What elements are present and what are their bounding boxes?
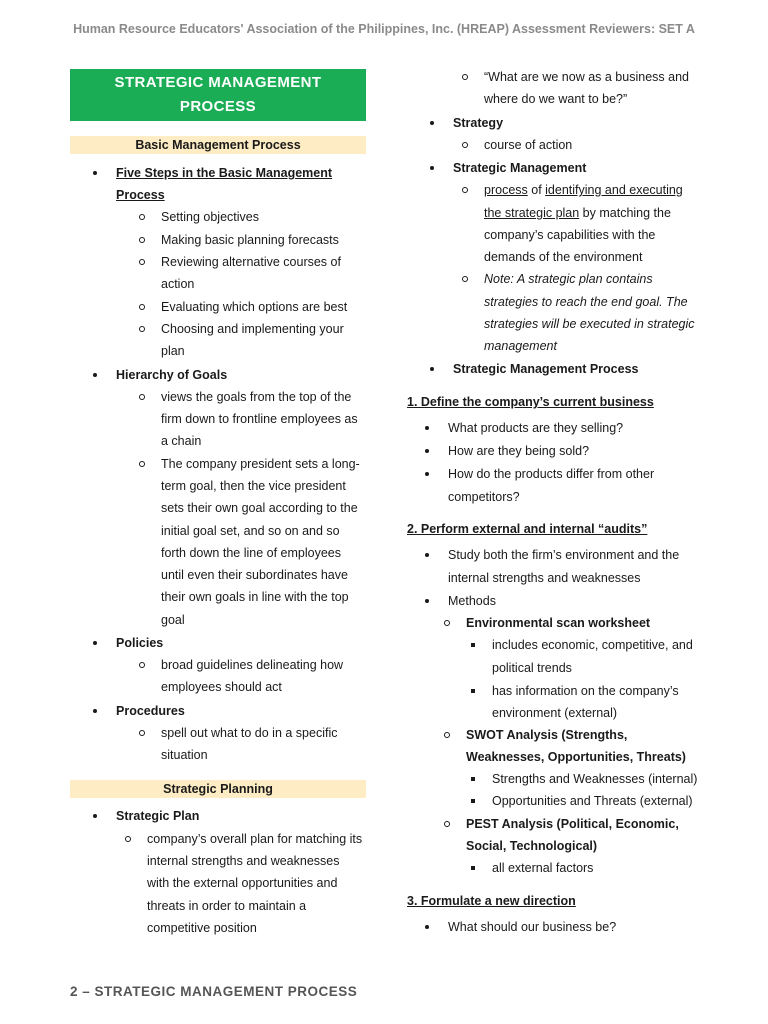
step-2: Making basic planning forecasts: [161, 229, 339, 251]
sm-1: [484, 179, 683, 201]
note-cont-2: strategies will be executed in strategic: [484, 317, 695, 331]
hierarchy-2-cont-1: term goal, then the vice president: [161, 479, 346, 493]
page-footer: 2 – STRATEGIC MANAGEMENT PROCESS: [70, 984, 358, 999]
sm-1-identifying: identifying and executing: [545, 183, 683, 197]
page-header: Human Resource Educators' Association of the Philippines, Inc. (HREAP) Assessment Reviewers: SET A: [73, 22, 695, 36]
bullet-strategic-plan: Strategic Plan: [116, 805, 199, 827]
bullet-smp: Strategic Management Process: [453, 358, 639, 380]
policies-1-cont: employees should act: [161, 680, 282, 694]
env-1-cont: political trends: [492, 661, 572, 675]
sm-1-cont-2: company’s capabilities with the: [484, 228, 656, 242]
sm-1-cont-3: demands of the environment: [484, 250, 643, 264]
heading-audits: 2. Perform external and internal “audits”: [407, 522, 648, 536]
page-title: [70, 69, 366, 121]
hierarchy-2-cont-4: forth down the line of employees: [161, 546, 341, 560]
sm-1-process: process: [484, 183, 528, 197]
heading-new-direction: 3. Formulate a new direction: [407, 894, 576, 908]
strategic-plan-1-cont-2: with the external opportunities and: [147, 876, 338, 890]
strategic-plan-1-cont-4: competitive position: [147, 921, 257, 935]
procedures-1-cont: situation: [161, 748, 208, 762]
policies-1: broad guidelines delineating how: [161, 654, 343, 676]
note-cont-1: strategies to reach the end goal. The: [484, 295, 688, 309]
step-3: Reviewing alternative courses of: [161, 251, 341, 273]
env-1: includes economic, competitive, and: [492, 634, 693, 656]
bullet-strategic-management: Strategic Management: [453, 157, 586, 179]
bullet-procedures: Procedures: [116, 700, 185, 722]
method-swot: SWOT Analysis (Strengths,: [466, 724, 627, 746]
env-2: has information on the company’s: [492, 680, 679, 702]
sm-1-of: of: [527, 183, 546, 197]
method-env-scan: Environmental scan worksheet: [466, 612, 650, 634]
page-title-line-1: STRATEGIC MANAGEMENT: [114, 74, 322, 91]
strategy-1: course of action: [484, 134, 572, 156]
hierarchy-1-cont-2: a chain: [161, 434, 202, 448]
step-1: Setting objectives: [161, 206, 259, 228]
sm-1-cont-1: [484, 202, 671, 224]
procedures-1: spell out what to do in a specific: [161, 722, 338, 744]
sm-1-rest: by matching the: [579, 206, 671, 220]
note: Note: A strategic plan contains: [484, 268, 653, 290]
method-pest-cont: Social, Technological): [466, 839, 598, 853]
step-3-cont: action: [161, 277, 195, 291]
direction-1: What should our business be?: [448, 916, 616, 938]
define-1: What products are they selling?: [448, 417, 623, 439]
audit-1: Study both the firm’s environment and the: [448, 544, 679, 566]
define-3-cont: competitors?: [448, 490, 520, 504]
bullet-policies: Policies: [116, 632, 163, 654]
hierarchy-2-cont-2: sets their own goal according to the: [161, 501, 358, 515]
define-2: How are they being sold?: [448, 440, 589, 462]
pest-1: all external factors: [492, 857, 593, 879]
define-3: How do the products differ from other: [448, 463, 654, 485]
hierarchy-2-cont-3: initial goal set, and so on and so: [161, 524, 340, 538]
swot-2: Opportunities and Threats (external): [492, 790, 693, 812]
swot-1: Strengths and Weaknesses (internal): [492, 768, 697, 790]
step-5-cont: plan: [161, 344, 185, 358]
hierarchy-2: The company president sets a long-: [161, 453, 360, 475]
audit-methods: Methods: [448, 590, 496, 612]
method-pest: PEST Analysis (Political, Economic,: [466, 813, 679, 835]
sm-1-plan: the strategic plan: [484, 206, 580, 220]
bullet-five-steps: Five Steps in the Basic Management: [116, 162, 332, 184]
hierarchy-2-cont-7: goal: [161, 613, 185, 627]
section-strategic-planning: Strategic Planning: [70, 780, 366, 798]
hierarchy-2-cont-5: until even their subordinates have: [161, 568, 348, 582]
note-cont-3: management: [484, 339, 557, 353]
five-steps-cont: Process: [116, 188, 165, 202]
heading-define-business: 1. Define the company’s current business: [407, 395, 654, 409]
bullet-hierarchy: Hierarchy of Goals: [116, 364, 227, 386]
method-swot-cont: Weaknesses, Opportunities, Threats): [466, 750, 686, 764]
strategic-plan-1-cont-1: internal strengths and weaknesses: [147, 854, 340, 868]
strategic-plan-1: company’s overall plan for matching its: [147, 828, 362, 850]
step-5: Choosing and implementing your: [161, 318, 344, 340]
strategic-plan-1-cont-3: threats in order to maintain a: [147, 899, 307, 913]
step-4: Evaluating which options are best: [161, 296, 347, 318]
section-basic-management: Basic Management Process: [70, 136, 366, 154]
hierarchy-2-cont-6: their own goals in line with the top: [161, 590, 349, 604]
question-now-cont: where do we want to be?”: [484, 92, 628, 106]
audit-1-cont: internal strengths and weaknesses: [448, 571, 641, 585]
hierarchy-1: views the goals from the top of the: [161, 386, 351, 408]
env-2-cont: environment (external): [492, 706, 618, 720]
hierarchy-1-cont-1: firm down to frontline employees as: [161, 412, 358, 426]
bullet-strategy: Strategy: [453, 112, 503, 134]
question-now: “What are we now as a business and: [484, 66, 689, 88]
page-title-line-2: PROCESS: [179, 98, 257, 115]
